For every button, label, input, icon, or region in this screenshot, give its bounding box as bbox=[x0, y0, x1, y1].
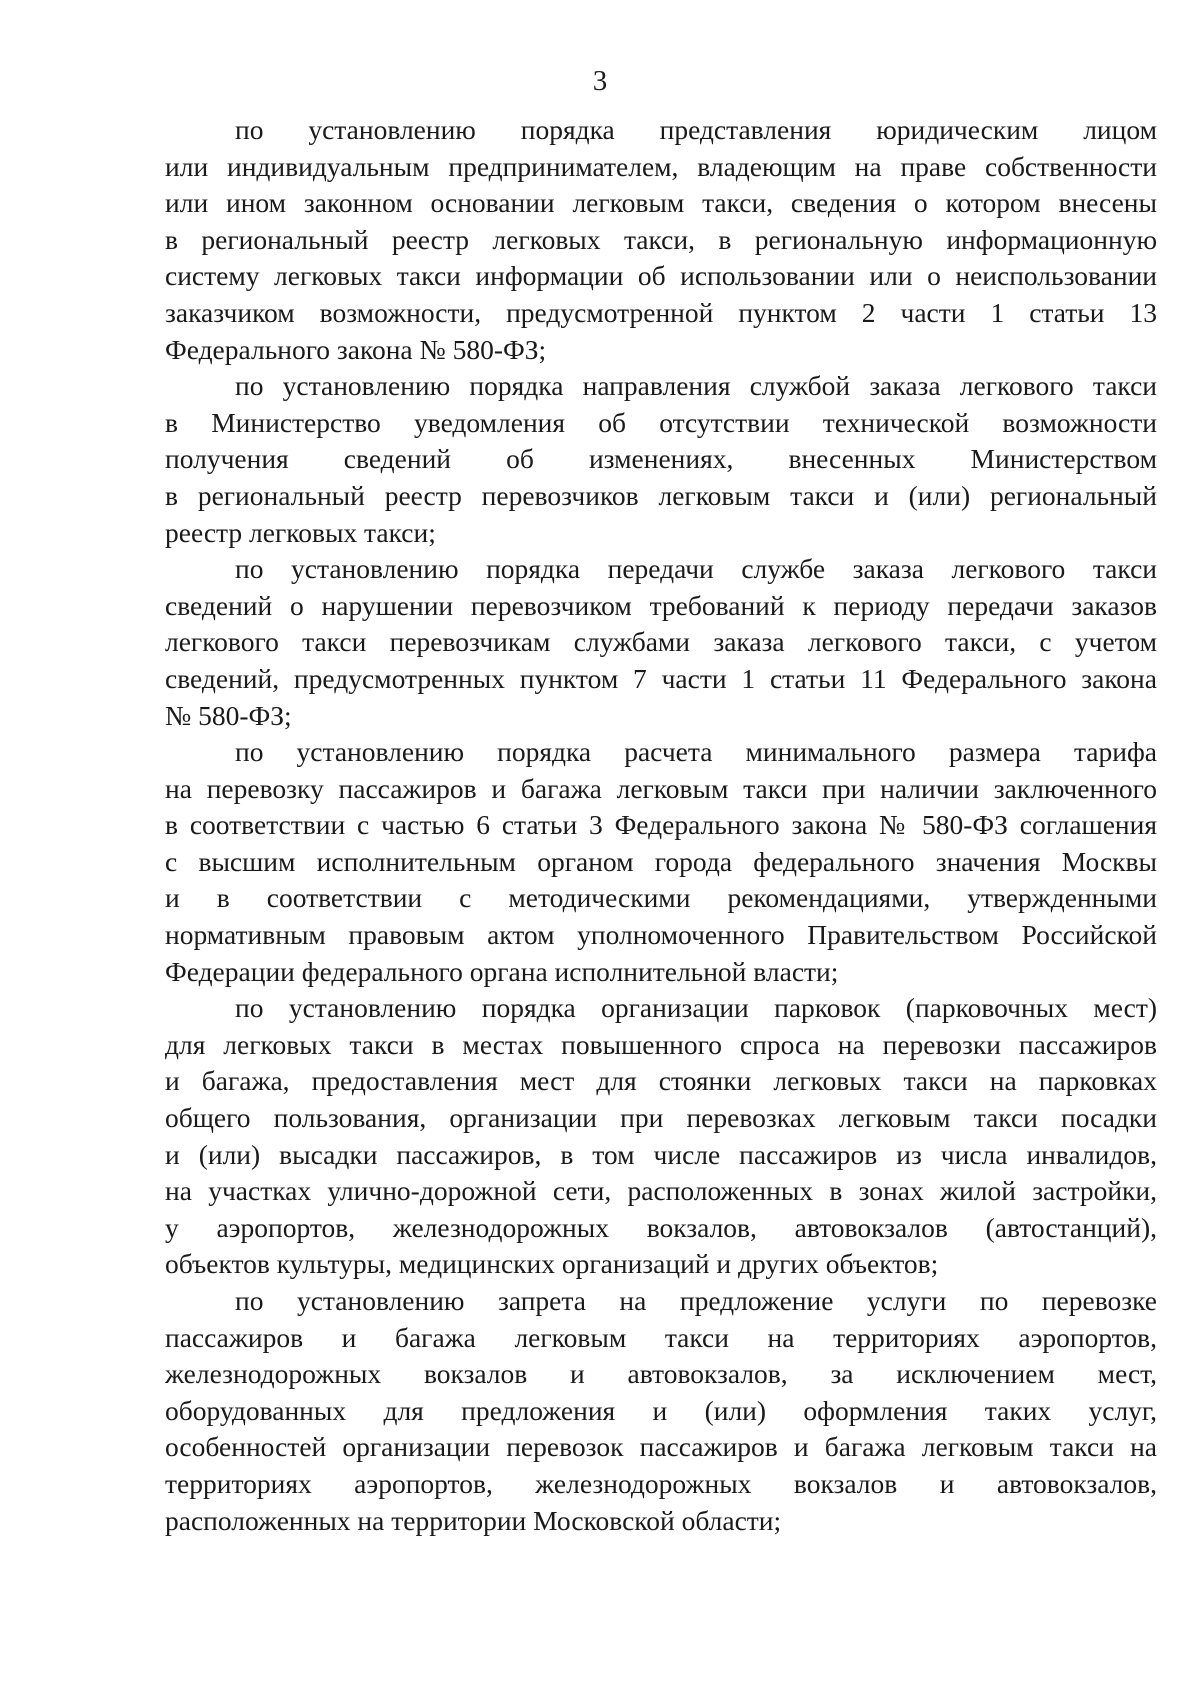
paragraph-line: в соответствии с частью 6 статьи 3 Федерального закона № 580-ФЗ соглашения bbox=[165, 809, 1157, 841]
paragraph-line: и (или) высадки пассажиров, в том числе пассажиров из числа инвалидов, bbox=[165, 1138, 1157, 1170]
paragraph-line: Федерального закона № 580-ФЗ; bbox=[165, 333, 547, 365]
paragraph-line: с высшим исполнительным органом города федерального значения Москвы bbox=[165, 845, 1157, 877]
paragraph bbox=[165, 112, 1157, 368]
paragraph-line: Федерации федерального органа исполнительной власти; bbox=[165, 955, 839, 987]
paragraph-line: или индивидуальным предпринимателем, владеющим на праве собственности bbox=[165, 150, 1157, 182]
paragraph-line: легкового такси перевозчикам службами заказа легкового такси, с учетом bbox=[165, 626, 1157, 658]
paragraph-line: территориях аэропортов, железнодорожных вокзалов и автовокзалов, bbox=[165, 1467, 1157, 1499]
paragraph-line: сведений о нарушении перевозчиком требований к периоду передачи заказов bbox=[165, 589, 1157, 621]
paragraph bbox=[165, 990, 1157, 1283]
paragraph-line: у аэропортов, железнодорожных вокзалов, автовокзалов (автостанций), bbox=[165, 1211, 1157, 1243]
paragraph-line: получения сведений об изменениях, внесенных Министерством bbox=[165, 443, 1157, 475]
paragraph bbox=[165, 368, 1157, 551]
paragraph-line: нормативным правовым актом уполномоченного Правительством Российской bbox=[165, 919, 1157, 951]
paragraph-line: по установлению порядка расчета минимального размера тарифа bbox=[235, 736, 1157, 768]
page-number: 3 bbox=[592, 65, 608, 97]
paragraph-line: оборудованных для предложения и (или) оформления таких услуг, bbox=[165, 1394, 1157, 1426]
paragraph-line: по установлению порядка передачи службе заказа легкового такси bbox=[235, 553, 1157, 585]
paragraph-line: на участках улично-дорожной сети, расположенных в зонах жилой застройки, bbox=[165, 1175, 1157, 1207]
paragraph-line: общего пользования, организации при перевозках легковым такси посадки bbox=[165, 1102, 1157, 1134]
paragraph-line: по установлению порядка организации парковок (парковочных мест) bbox=[235, 992, 1157, 1024]
paragraph-line: и багажа, предоставления мест для стоянки легковых такси на парковках bbox=[165, 1065, 1157, 1097]
paragraph bbox=[165, 551, 1157, 734]
paragraph-line: № 580-ФЗ; bbox=[165, 699, 292, 731]
paragraph bbox=[165, 1283, 1157, 1539]
paragraph-line: по установлению порядка представления юридическим лицом bbox=[235, 114, 1157, 145]
paragraph-line: или ином законном основании легковым такси, сведения о котором внесены bbox=[165, 187, 1157, 219]
paragraph-line: на перевозку пассажиров и багажа легковым такси при наличии заключенного bbox=[165, 772, 1157, 804]
paragraph-line: в региональный реестр перевозчиков легковым такси и (или) региональный bbox=[165, 479, 1157, 511]
paragraph-line: сведений, предусмотренных пунктом 7 части 1 статьи 11 Федерального закона bbox=[165, 662, 1157, 694]
paragraph-line: и в соответствии с методическими рекомендациями, утвержденными bbox=[165, 882, 1157, 914]
paragraph-line: по установлению запрета на предложение услуги по перевозке bbox=[235, 1285, 1157, 1316]
paragraph-line: железнодорожных вокзалов и автовокзалов, за исключением мест, bbox=[165, 1358, 1157, 1390]
paragraph-line: объектов культуры, медицинских организаций и других объектов; bbox=[165, 1248, 939, 1280]
paragraph bbox=[165, 734, 1157, 990]
paragraph-line: в региональный реестр легковых такси, в региональную информационную bbox=[165, 223, 1157, 255]
paragraph-line: в Министерство уведомления об отсутствии технической возможности bbox=[165, 406, 1157, 438]
paragraph-line: заказчиком возможности, предусмотренной пунктом 2 части 1 статьи 13 bbox=[165, 296, 1157, 328]
paragraph-line: особенностей организации перевозок пассажиров и багажа легковым такси на bbox=[165, 1431, 1157, 1463]
document-body bbox=[165, 112, 1157, 1539]
paragraph-line: систему легковых такси информации об использовании или о неиспользовании bbox=[165, 260, 1157, 292]
paragraph-line: пассажиров и багажа легковым такси на территориях аэропортов, bbox=[165, 1321, 1157, 1353]
paragraph-line: расположенных на территории Московской области; bbox=[165, 1504, 782, 1536]
paragraph-line: для легковых такси в местах повышенного спроса на перевозки пассажиров bbox=[165, 1028, 1157, 1060]
paragraph-line: реестр легковых такси; bbox=[165, 516, 436, 548]
paragraph-line: по установлению порядка направления службой заказа легкового такси bbox=[235, 370, 1157, 402]
